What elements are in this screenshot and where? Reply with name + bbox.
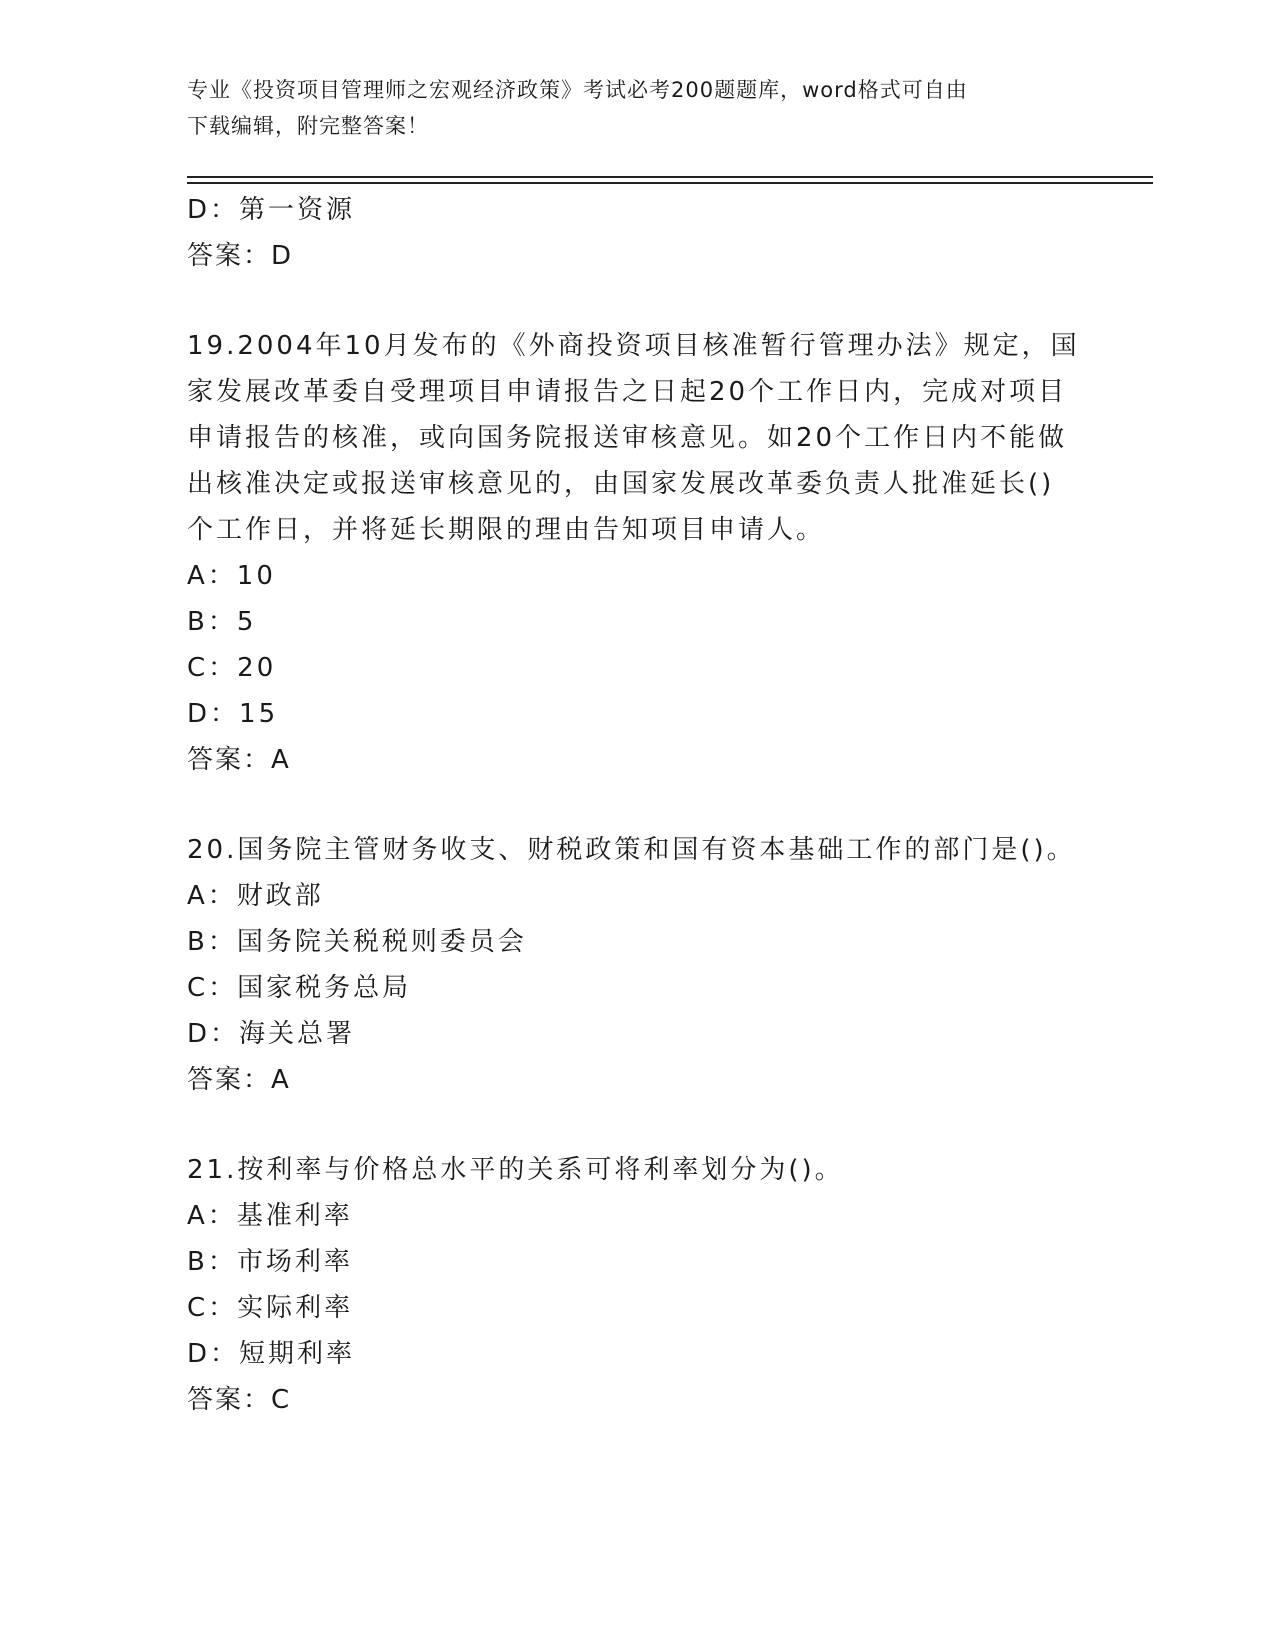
spacer <box>187 279 1087 323</box>
option-a: A：财政部 <box>187 881 324 911</box>
spacer <box>187 1103 1087 1147</box>
answer-line: 答案：C <box>187 1385 292 1415</box>
spacer <box>187 783 1087 827</box>
option-c: C：实际利率 <box>187 1293 354 1323</box>
answer-line: 答案：D <box>187 241 294 271</box>
question-text-line: 19.2004年10月发布的《外商投资项目核准暂行管理办法》规定，国 <box>187 331 1080 361</box>
question-text-line: 个工作日，并将延长期限的理由告知项目申请人。 <box>187 515 826 545</box>
question-19 <box>187 323 1087 783</box>
answer-line: 答案：A <box>187 1065 291 1095</box>
question-text-line: 申请报告的核准，或向国务院报送审核意见。如20个工作日内不能做 <box>187 423 1068 453</box>
previous-question-tail <box>187 187 1087 279</box>
option-b: B：市场利率 <box>187 1247 353 1277</box>
option-b: B：5 <box>187 607 257 637</box>
question-list <box>187 187 1087 1423</box>
document-header <box>187 72 1067 144</box>
header-line-2: 下载编辑，附完整答案！ <box>187 114 429 138</box>
option-a: A：基准利率 <box>187 1201 353 1231</box>
option-d: D：短期利率 <box>187 1339 356 1369</box>
option-d: D：海关总署 <box>187 1019 356 1049</box>
header-line-1: 专业《投资项目管理师之宏观经济政策》考试必考200题题库，word格式可自由 <box>187 78 968 102</box>
question-20 <box>187 827 1087 1103</box>
option-a: A：10 <box>187 561 276 591</box>
header-divider-bottom <box>187 182 1153 184</box>
option-b: B：国务院关税税则委员会 <box>187 927 527 957</box>
question-text-line: 20.国务院主管财务收支、财税政策和国有资本基础工作的部门是()。 <box>187 835 1076 865</box>
question-text-line: 家发展改革委自受理项目申请报告之日起20个工作日内，完成对项目 <box>187 377 1068 407</box>
question-21 <box>187 1147 1087 1423</box>
option-c: C：20 <box>187 653 277 683</box>
option-d: D：15 <box>187 699 279 729</box>
option-c: C：国家税务总局 <box>187 973 412 1003</box>
question-text-line: 21.按利率与价格总水平的关系可将利率划分为()。 <box>187 1155 844 1185</box>
option-d: D：第一资源 <box>187 195 356 225</box>
question-text-line: 出核准决定或报送审核意见的，由国家发展改革委负责人批准延长() <box>187 469 1055 499</box>
header-divider-top <box>187 176 1153 178</box>
answer-line: 答案：A <box>187 745 291 775</box>
